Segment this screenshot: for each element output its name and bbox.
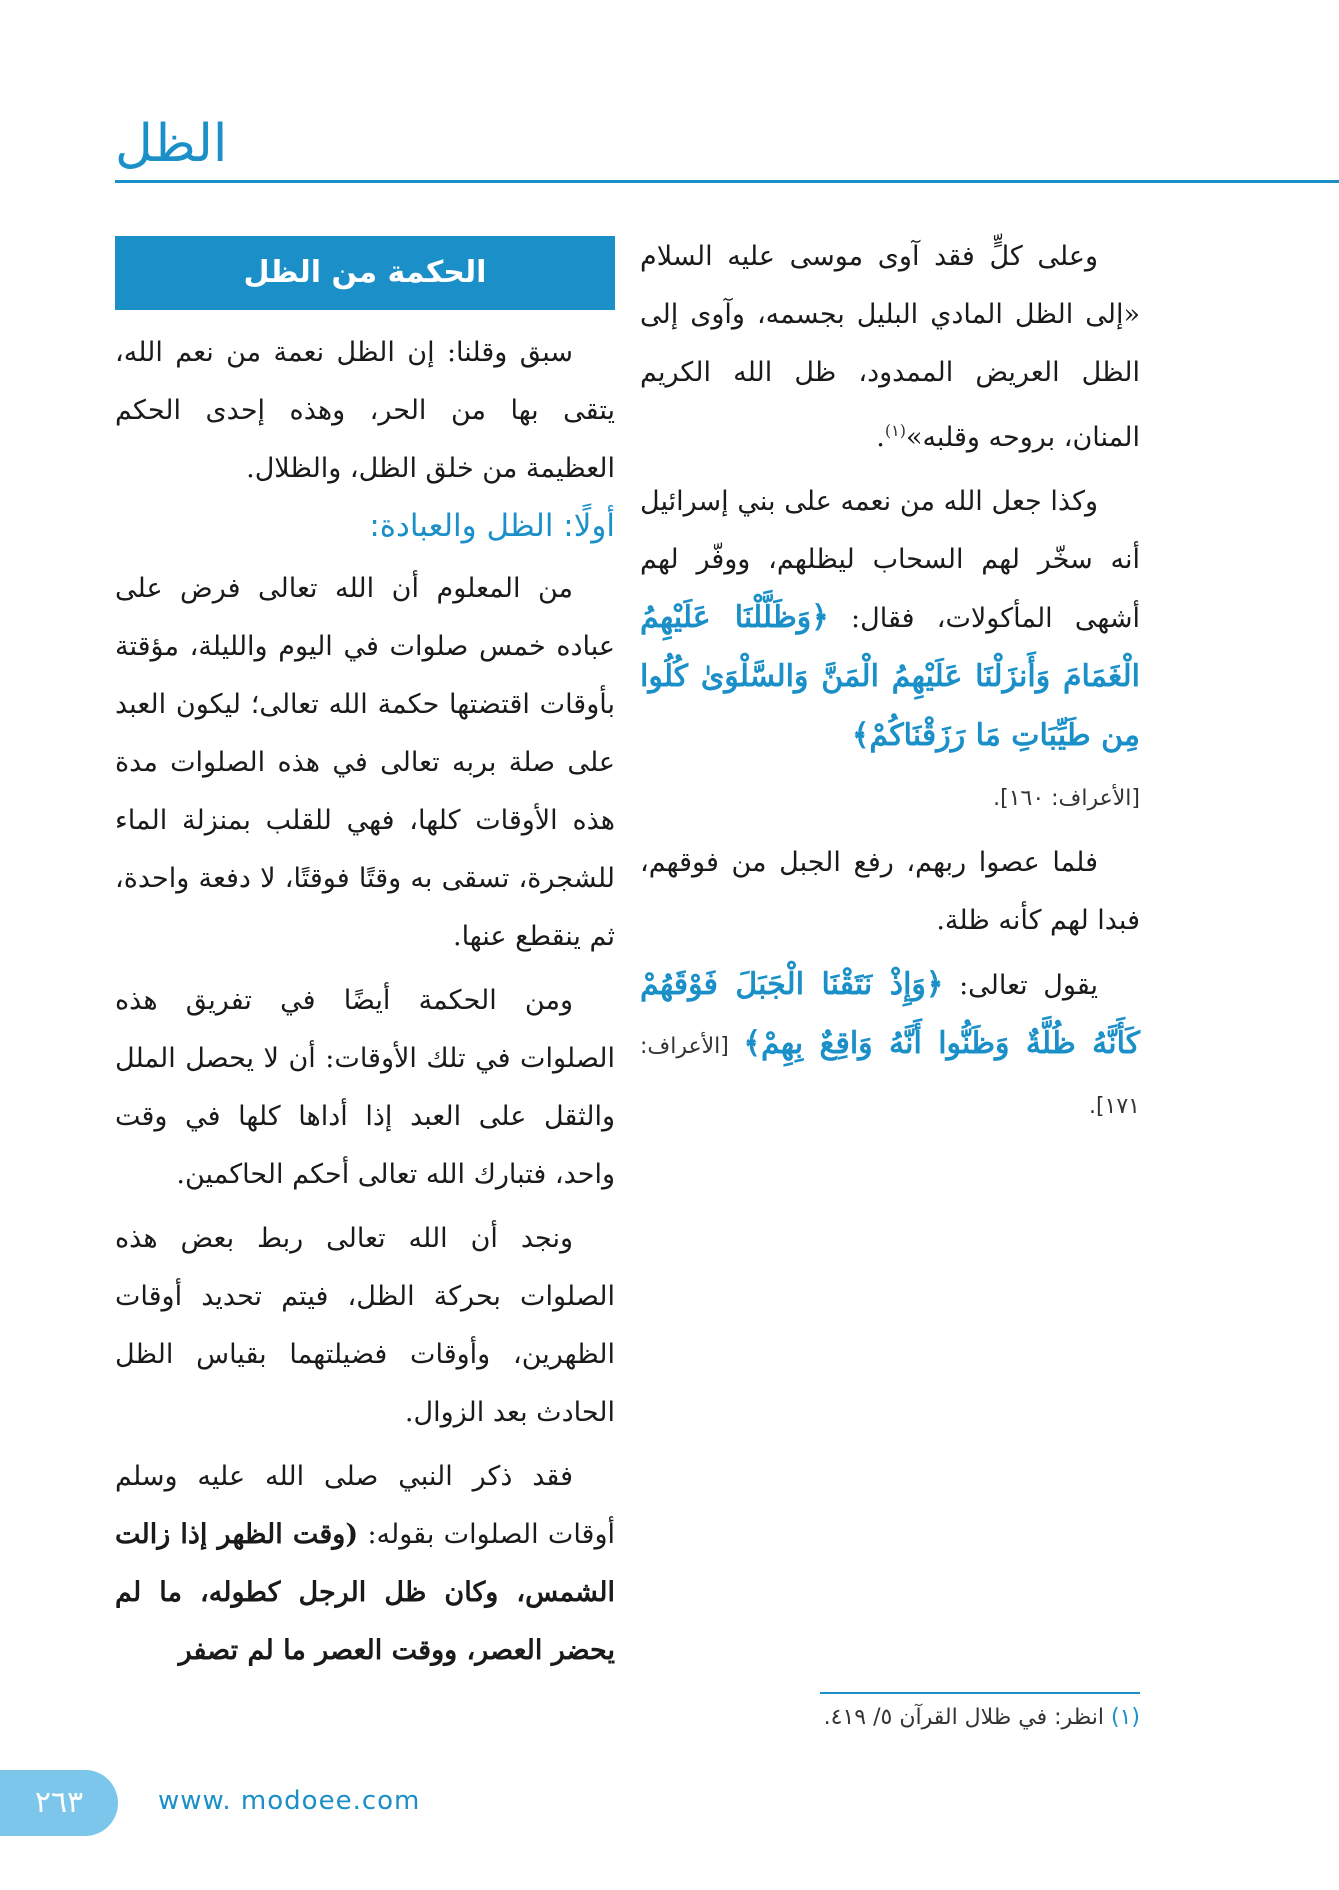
paragraph (640, 473, 1140, 766)
paragraph-text: يقول تعالى: (959, 970, 1098, 1001)
hadith-quote: (وقت الظهر إذا زالت الشمس، وكان ظل الرجل كطوله، ما لم يحضر العصر، ووقت العصر ما لم تصفر (115, 1519, 615, 1666)
footnote (640, 1705, 1140, 1730)
footnote-ref[interactable]: (١) (884, 421, 906, 440)
paragraph-text: وكذا جعل الله من نعمه على بني إسرائيل أنه سخّر لهم السحاب ليظلهم، ووفّر لهم أشهى المأكولات، فقال: (640, 486, 1140, 634)
section-title: الحكمة من الظل (115, 236, 615, 310)
paragraph: من المعلوم أن الله تعالى فرض على عباده خمس صلوات في اليوم والليلة، مؤقتة بأوقات اقتضتها حكمة الله تعالى؛ ليكون العبد على صلة بربه تعالى في هذه الصلوات مدة هذه الأوقات كلها، فهي للقلب بمنزلة الماء للشجرة، تسقى به وقتًا فوقتًا، لا دفعة واحدة، ثم ينقطع عنها. (115, 573, 615, 952)
paragraph-text: فقد ذكر النبي صلى الله عليه وسلم أوقات الصلوات بقوله: (115, 1461, 615, 1550)
paragraph-text: وعلى كلٍّ فقد آوى موسى عليه السلام «إلى الظل المادي البليل بجسمه، وآوى إلى الظل العريض الممدود، ظل الله الكريم المنان، بروحه وقلبه» (640, 241, 1140, 453)
paragraph (115, 1448, 615, 1680)
verse-reference: [الأعراف: ١٧١]. (640, 1034, 1140, 1119)
page-number-tab: ٢٦٣ (0, 1770, 118, 1836)
footnote-number: (١) (1110, 1705, 1140, 1730)
paragraph (640, 228, 1140, 467)
quran-verse: ﴿وَظَلَّلْنَا عَلَيْهِمُ الْغَمَامَ وَأَنزَلْنَا عَلَيْهِمُ الْمَنَّ وَالسَّلْوَىٰ كُلُوا مِن طَيِّبَاتِ مَا رَزَقْنَاكُمْ﴾ (640, 600, 1140, 753)
footnote-text: انظر: في ظلال القرآن ٥/ ٤١٩. (823, 1705, 1104, 1730)
footnote-divider (820, 1692, 1140, 1694)
subheading: أولًا: الظل والعبادة: (369, 508, 615, 544)
paragraph: سبق وقلنا: إن الظل نعمة من نعم الله، يتقى بها من الحر، وهذه إحدى الحكم العظيمة من خلق الظل، والظلال. (115, 337, 615, 484)
paragraph-text: فلما عصوا ربهم، رفع الجبل من فوقهم، فبدا لهم كأنه ظلة. (640, 847, 1140, 936)
quran-verse: ﴿وَإِذْ نَتَقْنَا الْجَبَلَ فَوْقَهُمْ كَأَنَّهُ ظُلَّةٌ وَظَنُّوا أَنَّهُ وَاقِعٌ بِهِمْ﴾ (640, 967, 1140, 1061)
header-divider (115, 180, 1339, 183)
paragraph: ومن الحكمة أيضًا في تفريق هذه الصلوات في تلك الأوقات: أن لا يحصل الملل والثقل على العبد إذا أداها كلها في وقت واحد، فتبارك الله تعالى أحكم الحاكمين. (115, 985, 615, 1190)
website-link[interactable]: www. modoee.com (158, 1786, 421, 1816)
verse-reference: [الأعراف: ١٦٠]. (993, 786, 1140, 811)
paragraph-end: . (876, 422, 885, 453)
paragraph (640, 956, 1140, 1136)
paragraph (640, 834, 1140, 950)
paragraph: ونجد أن الله تعالى ربط بعض هذه الصلوات بحركة الظل، فيتم تحديد أوقات الظهرين، وأوقات فضيلتهما بقياس الظل الحادث بعد الزوال. (115, 1223, 615, 1428)
right-column (640, 228, 1140, 1142)
left-column (115, 236, 615, 1686)
verse-reference-line (640, 768, 1140, 828)
page-header-title: الظل (115, 114, 228, 174)
